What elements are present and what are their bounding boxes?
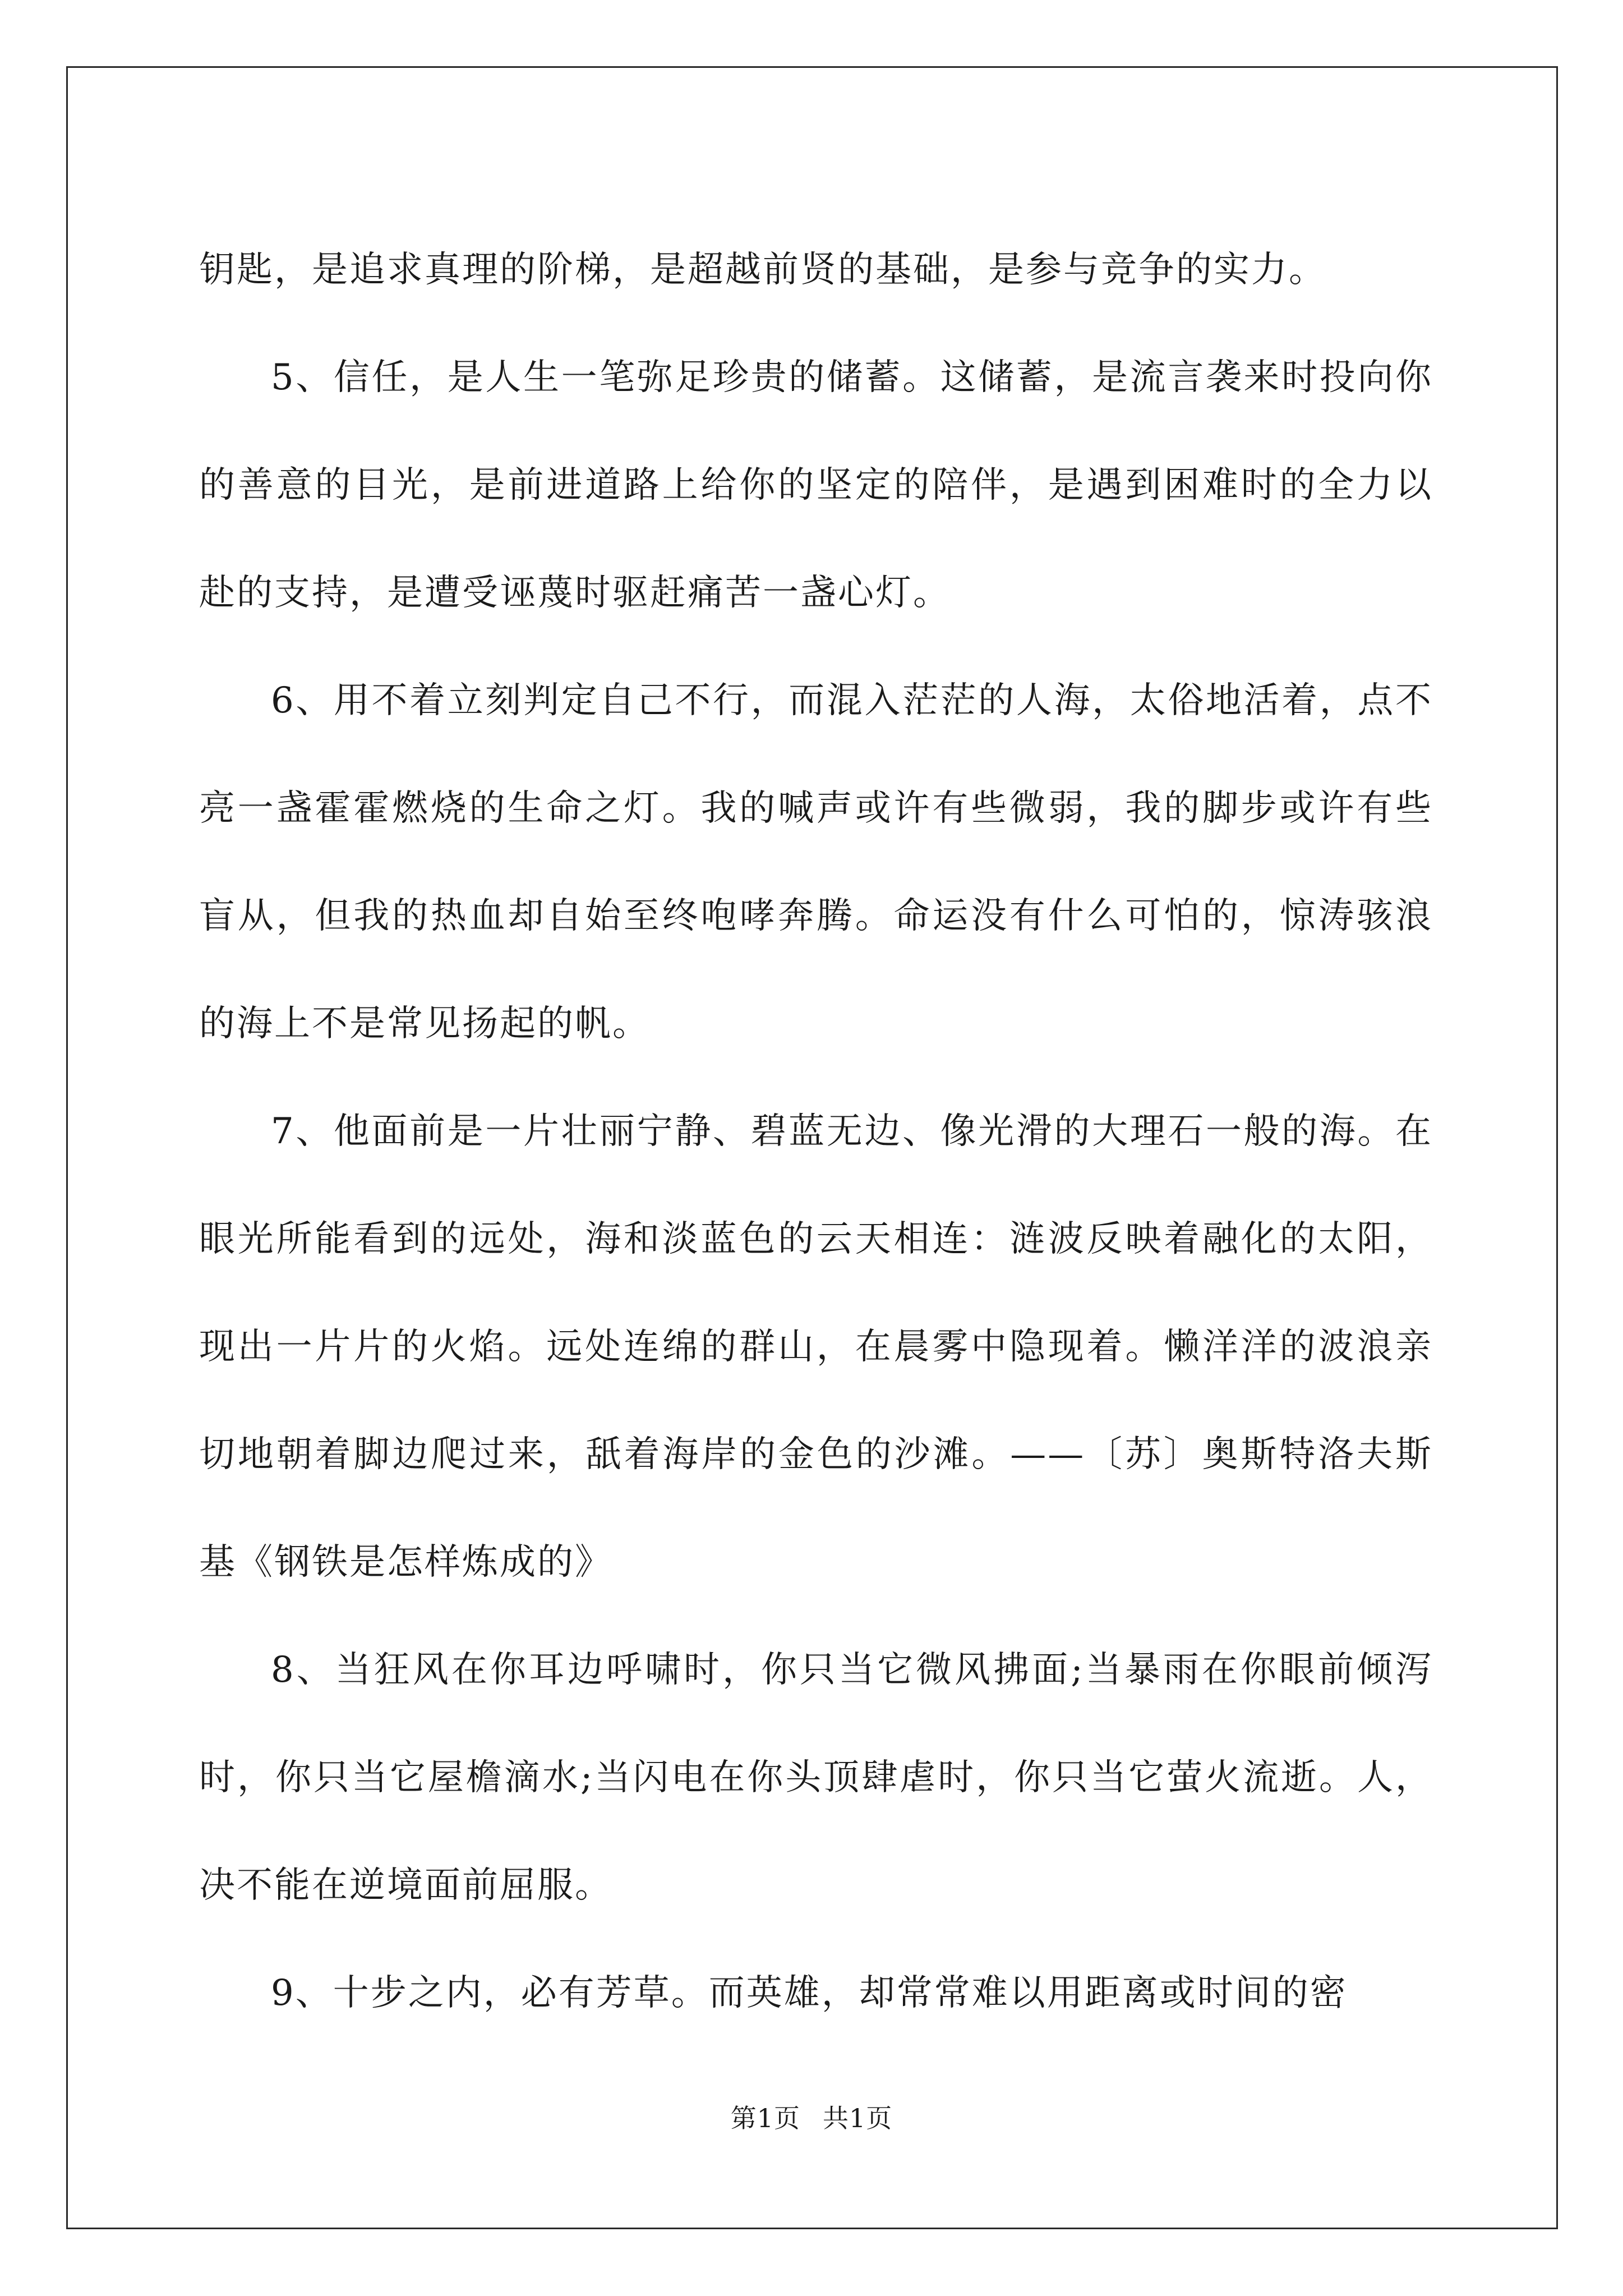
- paragraph-9: 9、十步之内，必有芳草。而英雄，却常常难以用距离或时间的密: [271, 1972, 1348, 2014]
- page-total: 共1页: [823, 2103, 893, 2133]
- paragraph-8: 8、当狂风在你耳边呼啸时，你只当它微风拂面;当暴雨在你眼前倾泻时，你只当它屋檐滴水;当闪电在你头顶肆虐时，你只当它萤火流逝。人，决不能在逆境面前屈服。: [199, 1649, 1433, 1906]
- document-body: [199, 216, 1433, 2047]
- paragraph-6: 6、用不着立刻判定自己不行，而混入茫茫的人海，太俗地活着，点不亮一盏霍霍燃烧的生命之灯。我的喊声或许有些微弱，我的脚步或许有些盲从，但我的热血却自始至终咆哮奔腾。命运没有什么可怕的，惊涛骇浪的海上不是常见扬起的帆。: [199, 680, 1433, 1045]
- page-footer: [0, 2098, 1623, 2135]
- paragraph-7: 7、他面前是一片壮丽宁静、碧蓝无边、像光滑的大理石一般的海。在眼光所能看到的远处，海和淡蓝色的云天相连：涟波反映着融化的太阳，现出一片片的火焰。远处连绵的群山，在晨雾中隐现着。懒洋洋的波浪亲切地朝着脚边爬过来，舐着海岸的金色的沙滩。——〔苏〕奥斯特洛夫斯基《钢铁是怎样炼成的》: [199, 1111, 1433, 1583]
- paragraph-5: 5、信任，是人生一笔弥足珍贵的储蓄。这储蓄，是流言袭来时投向你的善意的目光，是前进道路上给你的坚定的陪伴，是遇到困难时的全力以赴的支持，是遭受诬蔑时驱赶痛苦一盏心灯。: [199, 357, 1433, 614]
- paragraph-continuation: 钥匙，是追求真理的阶梯，是超越前贤的基础，是参与竞争的实力。: [199, 249, 1326, 291]
- page-number: 第1页: [730, 2103, 800, 2133]
